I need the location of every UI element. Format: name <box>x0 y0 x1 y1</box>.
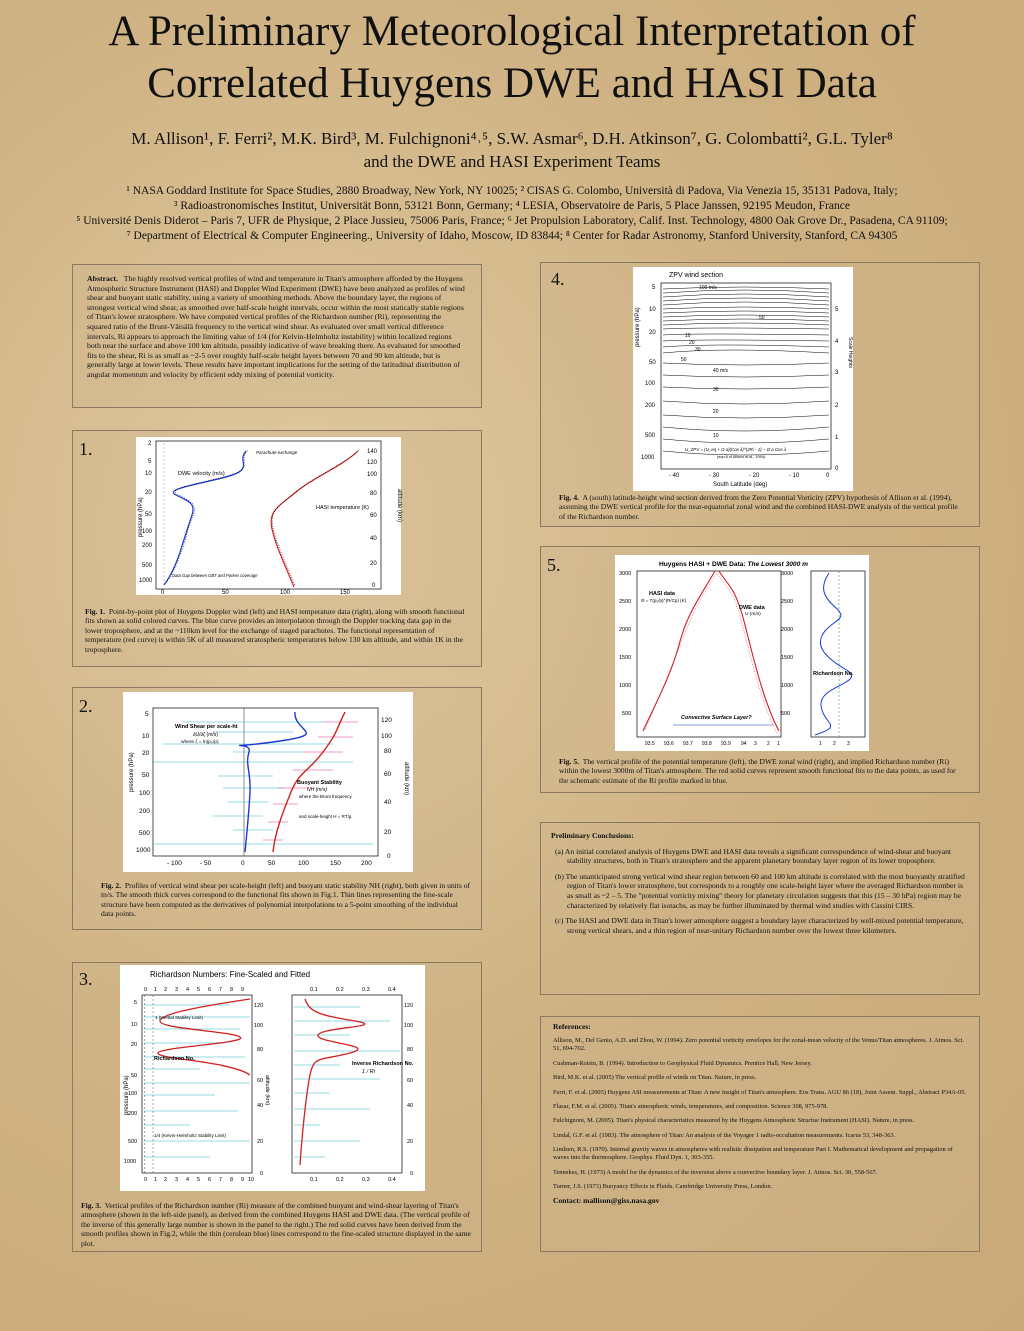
tick-label: 20 <box>384 829 392 836</box>
contour-label: 100 m/s <box>699 285 717 291</box>
reference-item: Cushman-Roisin, B. (1994). Introduction to Geophysical Fluid Dynamics. Prentice Hall, New Jersey. <box>553 1059 812 1067</box>
conclusion-item: (c) The HASI and DWE data in Titan's lower atmosphere suggest a boundary layer characterized by well-mixed potential temperature, strong vertical shears, and a thin region of near-unitary Richardson number over the lowest three kilometers. <box>555 916 964 935</box>
tick-label: 2 <box>833 741 836 747</box>
tick-label: 93.9 <box>721 741 731 747</box>
panel-number: 3. <box>79 969 93 989</box>
inverse-ri-fit-curve <box>300 999 365 1165</box>
tick-label: 4 <box>186 1177 190 1183</box>
tick-label: 2000 <box>781 627 794 633</box>
y-axis-right-label: altitude (km) <box>396 489 402 523</box>
panel-number: 1. <box>79 439 93 459</box>
tick-label: 0 <box>260 1171 264 1177</box>
tick-label: 0.1 <box>310 987 318 993</box>
contour-label: 50 <box>681 357 687 363</box>
tick-label: 20 <box>145 490 152 496</box>
contour-label: 10 <box>713 433 719 439</box>
figure-5-panel <box>540 546 980 793</box>
tick-label: 1500 <box>781 655 794 661</box>
u-label: U (m/s) <box>745 612 761 617</box>
dwe-label: DWE data <box>739 605 765 611</box>
references-heading: References: <box>553 1022 591 1031</box>
tick-label: 9 <box>241 1177 245 1183</box>
tick-label: 40 <box>370 536 377 542</box>
caption-text: Vertical profiles of the Richardson number (Ri) measure of the combined buoyant and wind-shear layering of Titan's atmosphere (shown in the left-side panel), as derived from the combined Huygens HASI and DWE data. (The vertical profile of the inverse of this generally large number is shown in the panel to the right.) The red solid curves have been derived from the smooth profiles shown in Fig.2, while the thin (cerulean blue) lines correspond to the fine-scaled structure displayed in the same plot. <box>81 1201 471 1248</box>
tick-label: 93.5 <box>645 741 655 747</box>
tick-label: 0 <box>410 1171 414 1177</box>
figure-3-panel <box>72 962 482 1252</box>
tick-label: 7 <box>219 987 223 993</box>
tick-label: 2 <box>767 741 770 747</box>
buoyant-units: NH (m/s) <box>307 787 327 793</box>
abstract-text: The highly resolved vertical profiles of wind and temperature in Titan's atmosphere afforded by the Huygens Atmospheric Structure Instrument (HASI) and Doppler Wind Experiment (DWE) have been analyzed as profiles of wind shear and buoyant static stability, using a variety of smoothing methods. Above the boundary layer, the regions of strongest vertical wind shear, as smoothed over half-scale height intervals, occur within the most statically stable regions of Titan's lower stratosphere. We have computed vertical profiles of the Richardson number (Ri), representing the squared ratio of the Brunt-Väisälä frequency to the vertical wind shear. As evaluated over small vertical difference intervals, Ri appears to approach the limiting value of 1/4 (for Kelvin-Helmholtz instability) within localized regions both near the surface and above 100 km altitude, possibly indicative of wave breaking there. As evaluated for smoothed fits to the shear, Ri is as small as ~2-5 over roughly half-scale height layers between 70 and 90 km altitude, but is generally large at lower levels. These results have important implications for the setting of the latitudinal distribution of angular momentum and velocity by efficient eddy mixing of potential vorticity. <box>87 274 465 379</box>
tick-label: 0 <box>144 1177 148 1183</box>
tick-label: 3 <box>175 1177 179 1183</box>
tick-label: 3 <box>754 741 757 747</box>
tick-label: 200 <box>128 1111 138 1117</box>
hasi-data-points <box>272 449 360 585</box>
y-axis-label: pressure (hPa) <box>129 752 135 792</box>
tick-label: 20 <box>257 1139 264 1145</box>
figure-4-panel <box>540 262 980 527</box>
contour-label: 20 <box>689 340 695 346</box>
affiliation-line: ¹ NASA Goddard Institute for Space Studies, 2880 Broadway, New York, NY 10025; ² CISAS G. Colombo, Università di Padova, Via Venezia 15, 35131 Padova, Italy; <box>126 185 898 197</box>
y-axis-label: pressure (hPa) <box>635 307 641 347</box>
conclusions-panel <box>540 822 980 995</box>
tick-label: 120 <box>254 1003 264 1009</box>
tick-label: 4 <box>835 339 839 345</box>
inverse-ri-formula: 1 / Ri <box>362 1069 375 1075</box>
contour-label: 30 <box>713 387 719 393</box>
tick-label: 94 <box>741 741 747 747</box>
tick-label: 3000 <box>781 571 794 577</box>
shear-label: Wind Shear per scale-ht <box>175 724 238 730</box>
figure-3-chart <box>120 965 425 1191</box>
references-panel <box>540 1016 980 1252</box>
tick-label: 50 <box>131 1073 138 1079</box>
tick-label: 120 <box>367 460 378 466</box>
tick-label: 140 <box>367 449 378 455</box>
hasi-label: HASI data <box>649 591 675 597</box>
conclusions-heading: Preliminary Conclusions: <box>551 831 634 840</box>
reference-item: Lindal, G.F. et al. (1983). The atmosphere of Titan: An analysis of the Voyager 1 radio-occultation measurements. Icarus 53, 348-363. <box>553 1131 896 1139</box>
hasi-label: HASI temperature (K) <box>316 505 369 511</box>
tick-label: 0.4 <box>388 987 396 993</box>
tick-label: 40 <box>384 799 392 806</box>
panel-number: 4. <box>551 269 565 289</box>
title-line-1: A Preliminary Meteorological Interpretation of <box>108 8 916 55</box>
tick-label: 3 <box>835 370 839 376</box>
tick-label: 2500 <box>619 599 632 605</box>
figure-1-caption <box>85 607 470 654</box>
tick-label: 6 <box>208 1177 212 1183</box>
tick-label: 0 <box>144 987 148 993</box>
abstract-panel <box>72 264 482 408</box>
ri-label: Richardson No. <box>154 1056 195 1062</box>
tick-label: 5 <box>145 711 149 718</box>
convective-layer-label: Convective Surface Layer? <box>681 715 752 721</box>
tick-label: 9 <box>241 987 245 993</box>
tick-label: 0 <box>241 860 245 867</box>
chart-title: ZPV wind section <box>669 272 724 279</box>
tick-label: 0 <box>161 590 165 596</box>
contour-labels <box>681 285 765 439</box>
tick-label: 20 <box>131 1042 138 1048</box>
figure-5-caption <box>559 757 964 785</box>
tick-label: 20 <box>649 330 656 336</box>
title-line-2: Correlated Huygens DWE and HASI Data <box>147 60 877 107</box>
tick-label: 0.2 <box>336 1177 344 1183</box>
caption-text: Point-by-point plot of Huygens Doppler wind (left) and HASI temperature data (right), along with smooth functional fits shown as solid colored curves. The blue curve provides an interpolation through the Doppler tracking data gap in the lower troposphere, and at the ~110km level for the exchange of staged parachutes. The functional representation of temperature (red curve) is within 5K of all measured stratospheric temperatures below 130 km altitude, and within 1K in the troposphere. <box>85 607 465 654</box>
tick-label: 93.7 <box>683 741 693 747</box>
tick-label: 1000 <box>619 683 632 689</box>
inertial-limit-label: 1 (Inertial Stability Limit) <box>155 1015 204 1020</box>
panel-number: 2. <box>79 696 93 716</box>
tick-label: 100 <box>254 1023 264 1029</box>
tick-label: 60 <box>384 771 392 778</box>
reference-item: Tennekes, H. (1973) A model for the dynamics of the inversion above a convective boundary layer. J. Atmos. Sci. 30, 558-567. <box>553 1168 878 1176</box>
tick-label: 60 <box>370 513 377 519</box>
reference-item: Turner, J.S. (1973) Buoyancy Effects in Fluids. Cambridge University Press, London. <box>553 1182 773 1190</box>
figure-2-chart <box>123 692 413 872</box>
buoyant-label: Buoyant Stability <box>297 780 342 786</box>
zpv-contours <box>663 287 829 455</box>
figure-1-panel <box>72 430 482 667</box>
abstract-label: Abstract. <box>87 274 118 283</box>
tick-label: 5 <box>197 1177 201 1183</box>
tick-label: 5 <box>652 285 656 291</box>
reference-item: Fulchignoni, M. (2005). Titan's physical charactertstics measured by the Huygens Atmospheric Structue Instrument (HASI). Nature, in press. <box>553 1117 915 1125</box>
figure-2-caption <box>101 881 471 919</box>
tick-label: 500 <box>645 433 656 439</box>
y-axis-right-label: altitude (km) <box>403 762 409 796</box>
tick-label: 120 <box>381 717 392 724</box>
tick-label: 0.2 <box>336 987 344 993</box>
figure-2-panel <box>72 687 482 930</box>
y-axis-right-label: Scale Heights <box>847 337 853 368</box>
tick-label: 200 <box>139 808 150 815</box>
shear-where: where ζ = ln(p₀/p) <box>181 740 219 745</box>
tick-label: 120 <box>404 1003 414 1009</box>
tick-label: 2 <box>835 403 839 409</box>
wind-fit-curve <box>719 571 779 731</box>
dwe-data-points <box>166 450 248 583</box>
reference-item: Flasar, F.M. et al. (2005). Titan's atmospheric winds, temperatures, and composition. Science 308, 975-978. <box>553 1102 828 1110</box>
tick-label: 500 <box>781 711 791 717</box>
tick-label: 40 <box>257 1103 264 1109</box>
shear-units: ∂U/∂ζ (m/s) <box>193 732 218 738</box>
wind-data-points <box>717 573 777 733</box>
tick-label: 0.1 <box>310 1177 318 1183</box>
kh-limit-label: 1/4 (Kelvin-Helmholtz Stability Limit) <box>154 1133 227 1138</box>
contour-label: 10 <box>685 333 691 339</box>
tick-label: 5 <box>197 987 201 993</box>
tick-label: 80 <box>257 1047 264 1053</box>
chart-title-italic: The Lowest 3000 m <box>747 561 808 568</box>
data-gap-label: Data Gap between GBT and Parkes coverage <box>172 573 258 578</box>
tick-label: 150 <box>330 860 341 867</box>
tick-label: 100 <box>142 529 153 535</box>
theta-label: Θ = T(p₀/p)^(R/Cp) (K) <box>641 598 687 603</box>
tick-label: 0.3 <box>362 1177 370 1183</box>
tick-label: 93.6 <box>664 741 674 747</box>
tick-label: 100 <box>404 1023 414 1029</box>
figure-1-chart <box>136 437 401 595</box>
inverse-ri-label: Inverse Richardson No. <box>352 1061 414 1067</box>
tick-label: 10 <box>145 471 152 477</box>
caption-label: Fig. 1. <box>85 607 106 616</box>
tick-label: 2 <box>148 441 152 447</box>
parachute-label: Parachute exchange <box>256 450 298 455</box>
tick-label: 500 <box>139 830 150 837</box>
caption-label: Fig. 4. <box>559 493 580 502</box>
tick-label: 100 <box>381 733 392 740</box>
tick-label: 3 <box>847 741 850 747</box>
tick-label: 1 <box>154 987 158 993</box>
tick-label: 150 <box>340 590 351 596</box>
tick-label: 50 <box>145 512 152 518</box>
tick-label: 10 <box>131 1022 138 1028</box>
tick-label: 100 <box>280 590 291 596</box>
tick-label: 1500 <box>619 655 632 661</box>
contour-label: 30 <box>695 347 701 353</box>
tick-label: 6 <box>208 987 212 993</box>
chart-title: Richardson Numbers: Fine-Scaled and Fitted <box>150 970 311 979</box>
tick-label: - 100 <box>167 860 182 867</box>
tick-label: 500 <box>128 1139 138 1145</box>
contour-label: 50 <box>759 315 765 321</box>
tick-label: 0 <box>835 466 839 472</box>
hasi-temperature-curve <box>271 451 358 587</box>
tick-label: 0.4 <box>388 1177 396 1183</box>
contour-label: 40 m/s <box>713 368 729 374</box>
zpv-formula-note: (eqn.8 of Allison et al., 1994) <box>717 455 766 459</box>
figure-4-chart <box>633 267 853 491</box>
tick-label: 40 <box>407 1103 414 1109</box>
y-axis-label: pressure (hPa) <box>124 1075 130 1115</box>
zpv-formula: U_ZPV = (U_eq + Ω a)(Cos λ)^(2Ri - 1) − Ω a Cos λ <box>685 447 787 452</box>
tick-label: 5 <box>134 1000 138 1006</box>
affiliations <box>0 184 1024 244</box>
tick-label: 93.8 <box>702 741 712 747</box>
tick-label: 100 <box>645 381 656 387</box>
tick-label: 3000 <box>619 571 632 577</box>
tick-label: 1000 <box>136 847 151 854</box>
tick-label: 1 <box>154 1177 158 1183</box>
authors <box>0 127 1024 173</box>
poster-title <box>0 6 1024 110</box>
dwe-label: DWE velocity (m/s) <box>178 471 225 477</box>
affiliation-line: ⁷ Department of Electrical & Computer Engineering., University of Idaho, Moscow, ID 83844; ⁸ Center for Radar Astronomy, Stanford University, Stanford, CA 94305 <box>126 230 898 242</box>
reference-item: Lindzen, R.S. (1970). Internal gravity waves in atmospheres with realistic dissipation and temperature Part I. Mathematical development and propagation of waves into the thermosphere. Geophys. Fluid Dyn. 1, 303-355. <box>553 1146 953 1162</box>
tick-label: 60 <box>407 1078 414 1084</box>
x-axis-label: South Latitude (deg) <box>713 482 768 488</box>
caption-text: Profiles of vertical wind shear per scale-height (left) and buoyant static stability NH (right), both given in units of m/s. The smooth thick curves correspond to the functional fits shown in Fig.1. Thin lines representing the fine-scale structure have been computed as the derivatives of polynomial interpolations to a 5-point smoothing of the individual data points. <box>101 881 471 919</box>
conclusion-item: (b) The unanticipated strong vertical wind shear region between 60 and 100 km altitude is correlated with the most buoyantly stratified region of Titan's lower stratosphere, but corresponds to a roughly one scale-height layer where the averaged Richardson number is as small as ~2 – 5. The "potential vorticity mixing" theory for planetary circulation suggests that this (15 – 30 hPa) region may be characterized by relatively flat isotachs, as may be further illuminated by thermal wind studies with Cassini CIRS. <box>555 871 965 910</box>
tick-label: 1000 <box>139 578 153 584</box>
tick-label: 50 <box>268 860 276 867</box>
y-axis-label: pressure (hPa) <box>138 497 144 537</box>
tick-label: 0 <box>372 583 376 589</box>
tick-label: 1000 <box>641 455 655 461</box>
tick-label: 100 <box>367 472 378 478</box>
tick-label: 100 <box>128 1091 138 1097</box>
tick-label: - 30 <box>709 473 720 479</box>
conclusion-item: (a) An initial correlated analysis of Huygens DWE and HASI data reveals a significant correspondence of wind-shear and buoyant stability structures, both in Titan's stratosphere and the apparent planetary boundary layer region of its lower troposphere. <box>555 846 952 866</box>
affiliation-line: ⁵ Université Denis Diderot – Paris 7, UFR de Physique, 2 Place Jussieu, 75006 Paris, France; ⁶ Jet Propulsion Laboratory, Calif. Inst. Technology, 4800 Oak Grove Dr., Pasadena, CA 91109; <box>76 215 948 227</box>
reference-item: Allison, M., Del Genio, A.D. and Zhou, W. (1994). Zero potential vorticity envelopes for the zonal-mean velocity of the Venus/Titan atmospheres. J. Atmos. Sci. 51, 694-702. <box>553 1037 965 1053</box>
tick-label: 2500 <box>781 599 794 605</box>
scale-height-label: and scale-height H = RT/g <box>299 814 352 819</box>
ri-schematic-curve <box>815 573 852 735</box>
tick-label: 5 <box>835 307 839 313</box>
tick-label: 100 <box>298 860 309 867</box>
y-axis-right-label: altitude (km) <box>264 1075 270 1106</box>
tick-label: 3 <box>175 987 179 993</box>
tick-label: 0 <box>826 473 830 479</box>
authors-line-2: and the DWE and HASI Experiment Teams <box>363 152 661 171</box>
richardson-label: Richardson No. <box>813 671 854 677</box>
tick-label: 8 <box>230 987 234 993</box>
tick-label: 2 <box>164 1177 168 1183</box>
tick-label: 0.3 <box>362 987 370 993</box>
tick-label: 8 <box>230 1177 234 1183</box>
chart-title <box>659 561 808 568</box>
tick-label: 20 <box>142 750 150 757</box>
tick-label: 1 <box>835 435 839 441</box>
tick-label: - 40 <box>669 473 680 479</box>
tick-label: 1000 <box>124 1159 137 1165</box>
tick-label: 1 <box>777 741 780 747</box>
tick-label: 50 <box>142 772 150 779</box>
tick-label: 500 <box>622 711 632 717</box>
tick-label: 200 <box>142 543 153 549</box>
tick-label: 500 <box>142 563 153 569</box>
figure-4-caption <box>559 493 964 521</box>
caption-text: A (south) latitude-height wind section derived from the Zero Potential Vorticity (ZPV) hypothesis of Allison et al. (1994), assuming the DWE vertical profile for the near-equatorial zonal wind and the combined HASI-DWE analysis of the vertical profile of the Richardson number. <box>559 493 958 521</box>
tick-label: 1 <box>819 741 822 747</box>
tick-label: 80 <box>370 491 377 497</box>
figure-3-caption <box>81 1201 473 1248</box>
tick-label: 5 <box>148 459 152 465</box>
tick-label: 200 <box>361 860 372 867</box>
tick-label: - 10 <box>789 473 800 479</box>
affiliation-line: ³ Radioastronomisches Institut, Universität Bonn, 53121 Bonn, Germany; ⁴ LESIA, Observatoire de Paris, 5 Place Janssen, 92195 Meudon, France <box>174 200 850 212</box>
tick-label: 2000 <box>619 627 632 633</box>
tick-label: 2 <box>164 987 168 993</box>
tick-label: 10 <box>248 1177 255 1183</box>
tick-label: 50 <box>649 360 656 366</box>
tick-label: 80 <box>407 1047 414 1053</box>
tick-label: 0 <box>387 853 391 860</box>
tick-label: 10 <box>142 733 150 740</box>
buoyant-where: where the Brunt frequency <box>299 794 352 799</box>
tick-label: - 50 <box>200 860 212 867</box>
contour-label: 20 <box>713 409 719 415</box>
ri-fit-curve <box>158 999 250 1075</box>
caption-label: Fig. 2. <box>101 881 122 890</box>
tick-label: 80 <box>384 748 392 755</box>
reference-item: Bird, M.K. et al. (2005) The vertical profile of winds on Titan. Nature, in press. <box>553 1074 757 1082</box>
reference-item: Ferri, F. et al. (2005) Huygens ASI measurements at Titan: A new insight of Titan's atmosphere. Eos Trans. AGU 86 (18), Joint Assem. Suppl., Abstract P34A-05. <box>553 1088 967 1096</box>
authors-line-1: M. Allison¹, F. Ferri², M.K. Bird³, M. Fulchignoni⁴˒⁵, S.W. Asmar⁶, D.H. Atkinson⁷, G. Colombatti², G.L. Tyler⁸ <box>131 129 893 148</box>
tick-label: 60 <box>257 1078 264 1084</box>
tick-label: 50 <box>222 590 229 596</box>
tick-label: 20 <box>407 1139 414 1145</box>
tick-label: 7 <box>219 1177 223 1183</box>
tick-label: - 20 <box>749 473 760 479</box>
tick-label: 100 <box>139 790 150 797</box>
tick-label: 10 <box>649 307 656 313</box>
panel-number: 5. <box>547 555 561 575</box>
figure-5-chart <box>615 555 869 751</box>
tick-label: 4 <box>186 987 190 993</box>
tick-label: 1000 <box>781 683 794 689</box>
caption-label: Fig. 3. <box>81 1201 102 1210</box>
caption-label: Fig. 5. <box>559 757 580 766</box>
tick-label: 200 <box>645 403 656 409</box>
tick-label: 20 <box>370 561 377 567</box>
caption-text: The vertical profile of the potential temperature (left), the DWE zonal wind (right), and implied Richardson number (Ri) within the lowest 3000m of Titan's atmosphere. The red solid curves represent smooth functional fits to the data points, as used for the schematic estimate of the Ri profile marked in blue. <box>559 757 956 785</box>
contact-email[interactable]: Contact: mallison@giss.nasa.gov <box>553 1196 660 1206</box>
chart-title-plain: Huygens HASI + DWE Data: <box>659 561 748 568</box>
